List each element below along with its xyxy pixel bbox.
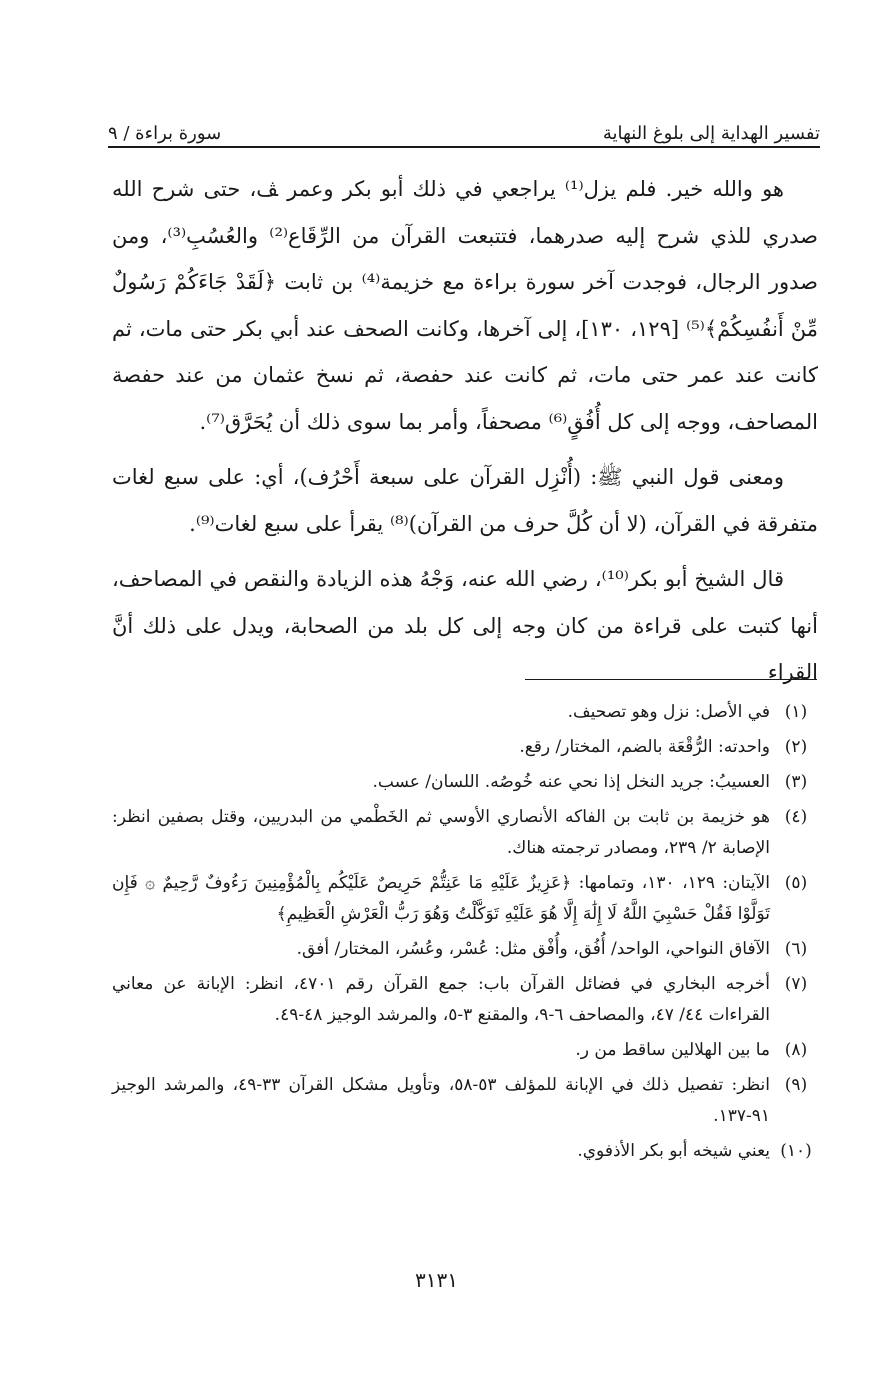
footnote-text: يعني شيخه أبو بكر الأذفوي.	[577, 1141, 770, 1161]
surah-label: سورة براءة / ٩	[108, 123, 222, 144]
footnote-number: (١٠)	[780, 1141, 812, 1161]
footnote-item	[112, 1070, 822, 1132]
footnote-text: العسيبُ: جريد النخل إذا نحي عنه خُوصُه. اللسان/ عسب.	[372, 772, 770, 792]
footnote-number: (٦)	[784, 939, 808, 959]
footnote-text: هو خزيمة بن ثابت بن الفاكه الأنصاري الأوسي ثم الخَطْمي من البدريين، وقتل بصفين انظر: الإصابة ٢/ ٢٣٩، ومصادر ترجمته هناك.	[112, 807, 770, 858]
footnote-item	[112, 1136, 822, 1167]
running-header	[108, 112, 820, 144]
footnote-text: انظر: تفصيل ذلك في الإبانة للمؤلف ٥٣-٥٨، وتأويل مشكل القرآن ٣٣-٤٩، والمرشد الوجيز ٩١-١٣٧.	[112, 1075, 770, 1126]
footnote-number: (٩)	[784, 1075, 808, 1095]
footnote-text: الآيتان: ١٢٩، ١٣٠، وتمامها: ﴿عَزِيزٌ عَلَيْهِ مَا عَنِتُّمْ حَرِيصٌ عَلَيْكُم بِالْمُؤْمِنِينَ رَءُوفٌ رَّحِيمٌ ۞ فَإِن تَوَلَّوْا فَقُلْ حَسْبِيَ اللَّهُ لَا إِلَٰهَ إِلَّا هُوَ عَلَيْهِ تَوَكَّلْتُ وَهُوَ رَبُّ الْعَرْشِ الْعَظِيمِ﴾	[112, 873, 771, 924]
footnote-number: (٥)	[784, 873, 808, 893]
main-text	[112, 166, 818, 696]
page-number: ٣١٣١	[415, 1268, 458, 1292]
paragraph: هو والله خير. فلم يزل⁽¹⁾ يراجعي في ذلك أبو بكر وعمر ﭫ، حتى شرح الله صدري للذي شرح إليه صدرهما، فتتبعت القرآن من الرِّقَاع⁽²⁾ والعُسُبِ⁽³⁾، ومن صدور الرجال، فوجدت آخر سورة براءة مع خزيمة⁽⁴⁾ بن ثابت ﴿لَقَدْ جَاءَكُمْ رَسُولٌ مِّنْ أَنفُسِكُمْ﴾⁽⁵⁾ [١٢٩، ١٣٠]، إلى آخرها، وكانت الصحف عند أبي بكر حتى مات، ثم كانت عند عمر حتى مات، ثم كانت عند حفصة، ثم نسخ عثمان من عند حفصة المصاحف، ووجه إلى كل أُفُقٍ⁽⁶⁾ مصحفاً، وأمر بما سوى ذلك أن يُحَرَّق⁽⁷⁾.	[112, 177, 819, 434]
footnote-text: واحدته: الرُّقْعَة بالضم، المختار/ رقع.	[519, 737, 770, 757]
footnote-text: في الأصل: نزل وهو تصحيف.	[567, 702, 770, 722]
header-divider	[108, 146, 820, 148]
footnote-text: ما بين الهلالين ساقط من ر.	[575, 1040, 770, 1060]
footnotes-list	[112, 697, 822, 1171]
footnote-text: أخرجه البخاري في فضائل القرآن باب: جمع القرآن رقم ٤٧٠١، انظر: الإبانة عن معاني القراءات ٤٤/ ٤٧، والمصاحف ٦-٩، والمقنع ٣-٥، والمرشد الوجيز ٤٨-٤٩.	[112, 974, 770, 1025]
footnote-number: (١)	[784, 702, 808, 722]
footnote-number: (٤)	[784, 807, 808, 827]
footnote-item	[112, 868, 822, 930]
footnote-item	[112, 969, 822, 1031]
footnote-item	[112, 934, 822, 965]
footnote-item	[112, 802, 822, 864]
footnote-number: (٨)	[784, 1040, 808, 1060]
footnote-number: (٢)	[784, 737, 808, 757]
footnote-divider	[525, 679, 817, 680]
footnote-item	[112, 697, 822, 728]
footnote-item	[112, 732, 822, 763]
footnote-number: (٣)	[784, 772, 808, 792]
footnote-item	[112, 1035, 822, 1066]
paragraph: قال الشيخ أبو بكر⁽¹⁰⁾، رضي الله عنه، وَجْهُ هذه الزيادة والنقص في المصاحف، أنها كتبت على قراءة من كان وجه إلى كل بلد من الصحابة، ويدل على ذلك أنَّ القراء	[112, 567, 818, 684]
footnote-number: (٧)	[784, 974, 808, 994]
footnote-item	[112, 767, 822, 798]
book-title: تفسير الهداية إلى بلوغ النهاية	[602, 123, 820, 144]
paragraph: ومعنى قول النبي ﷺ: (أُنْزِل القرآن على سبعة أَحْرُف)، أي: على سبع لغات متفرقة في القرآن، (لا أن كُلَّ حرف من القرآن)⁽⁸⁾ يقرأ على سبع لغات⁽⁹⁾.	[112, 465, 818, 536]
footnote-text: الآفاق النواحي، الواحد/ أُفُق، وأُفْق مثل: عُسْر، وعُسُر، المختار/ أفق.	[296, 939, 770, 959]
